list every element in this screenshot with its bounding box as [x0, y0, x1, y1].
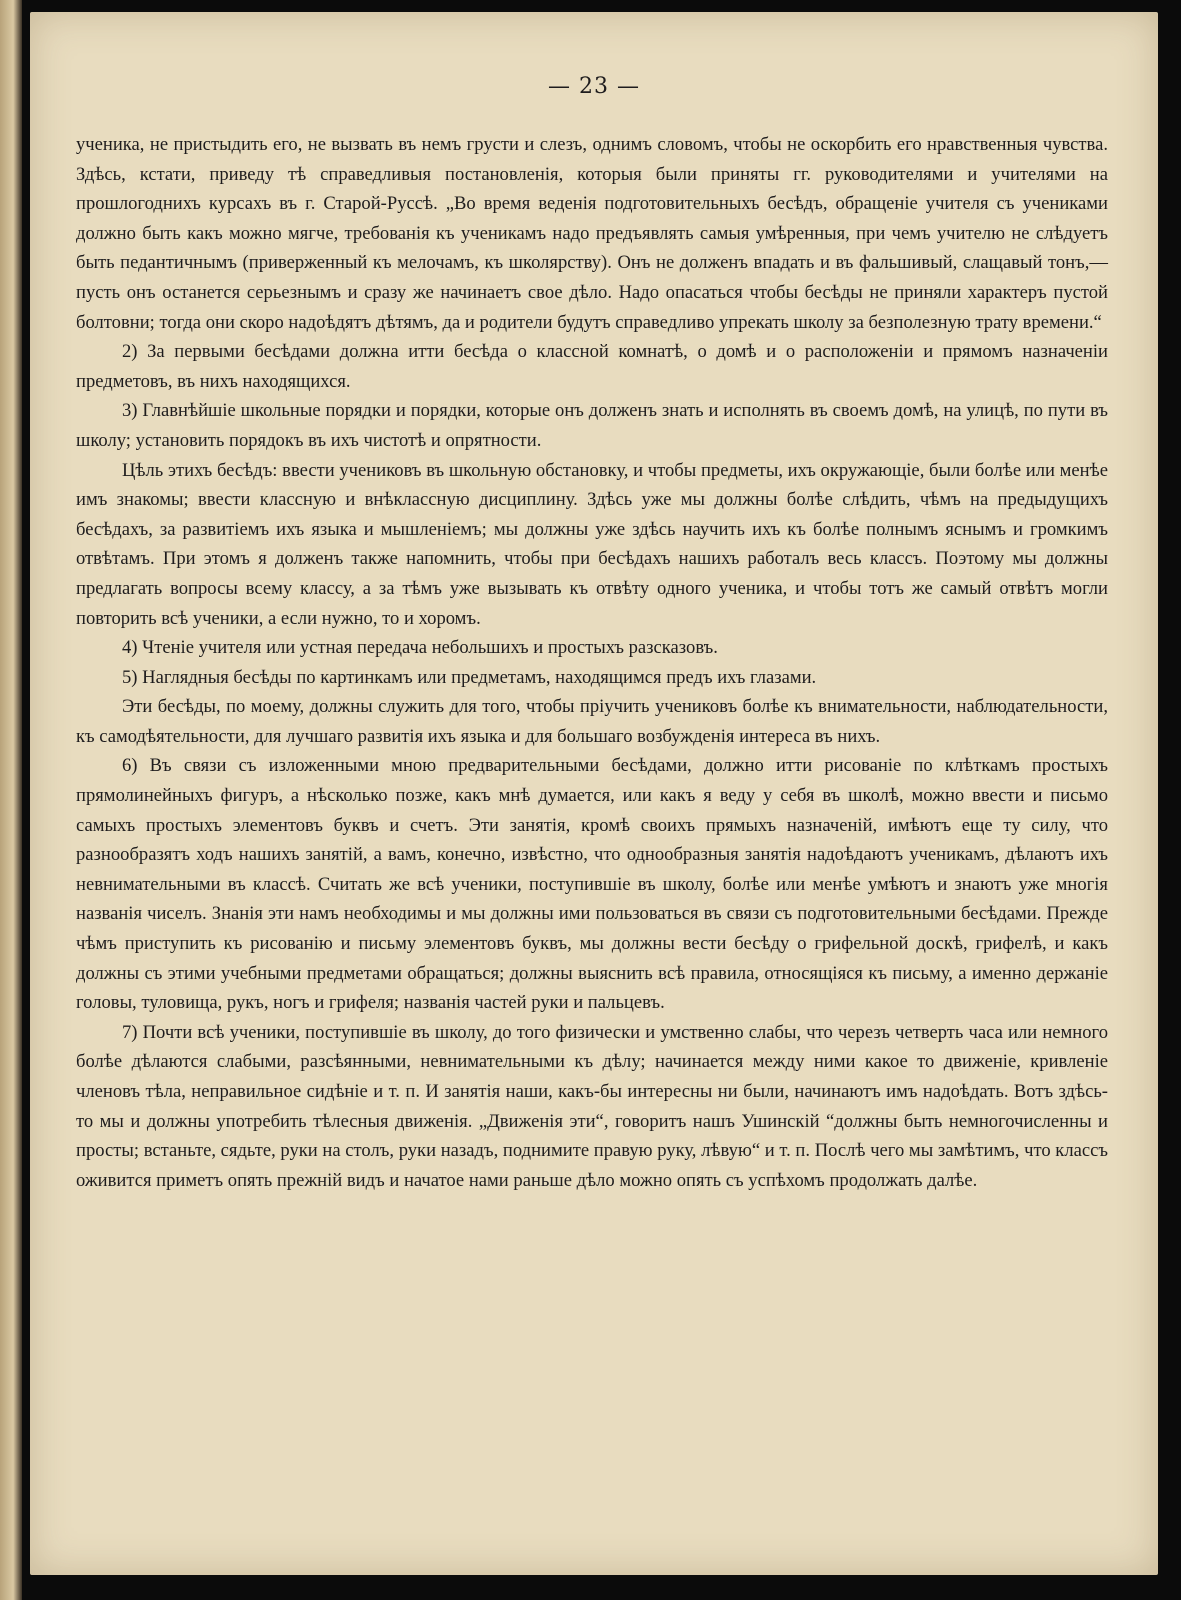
body-text — [76, 130, 1108, 1195]
paragraph: 2) За первыми бесѣдами должна итти бесѣда о классной комнатѣ, о домѣ и о расположеніи и прямомъ назначеніи предметовъ, въ нихъ находящихся. — [76, 341, 1108, 392]
paragraph: 7) Почти всѣ ученики, поступившіе въ школу, до того физически и умственно слабы, что черезъ четверть часа или немного болѣе дѣлаются слабыми, разсѣянными, невнимательными къ дѣлу; начинается между ними какое то движеніе, кривленіе членовъ тѣла, неправильное сидѣніе и т. п. И занятія наши, какъ-бы интересны ни были, начинаютъ имъ надоѣдать. Вотъ здѣсь-то мы и должны употребить тѣлесныя движенія. „Движенія эти“, говоритъ нашъ Ушинскій “должны быть немногочисленны и просты; встаньте, сядьте, руки на столъ, руки назадъ, поднимите правую руку, лѣвую“ и т. п. Послѣ чего мы замѣтимъ, что классъ оживится приметъ опять прежній видъ и начатое нами раньше дѣло можно опять съ успѣхомъ продолжать далѣе. — [76, 1021, 1108, 1191]
paragraph: Эти бесѣды, по моему, должны служить для того, чтобы пріучить учениковъ болѣе къ внимательности, наблюдательности, къ самодѣятельности, для лучшаго развитія ихъ языка и для большаго возбужденія интереса въ нихъ. — [76, 696, 1108, 747]
adjacent-page-edge — [0, 0, 22, 1600]
paragraph: 3) Главнѣйшіе школьные порядки и порядки, которые онъ долженъ знать и исполнять въ своемъ домѣ, на улицѣ, по пути въ школу; установить порядокъ въ ихъ чистотѣ и опрятности. — [76, 400, 1108, 451]
paragraph: 6) Въ связи съ изложенными мною предварительными бесѣдами, должно итти рисованіе по клѣткамъ простыхъ прямолинейныхъ фигуръ, а нѣсколько позже, какъ мнѣ думается, или какъ я веду у себя въ школѣ, можно ввести и письмо самыхъ простыхъ элементовъ буквъ и счетъ. Эти занятія, кромѣ своихъ прямыхъ назначеній, имѣютъ еще ту силу, что разнообразятъ ходъ нашихъ занятій, а вамъ, конечно, извѣстно, что однообразныя занятія надоѣдаютъ ученикамъ, дѣлаютъ ихъ невнимательными въ классѣ. Считать же всѣ ученики, поступившіе въ школу, болѣе или менѣе умѣютъ и знаютъ уже многія названія чиселъ. Знанія эти намъ необходимы и мы должны ими пользоваться въ связи съ подготовительными бесѣдами. Прежде чѣмъ приступить къ рисованію и письму элементовъ буквъ, мы должны вести бесѣду о грифельной доскѣ, грифелѣ, и какъ должны съ этими учебными предметами обращаться; должны выяснить всѣ правила, относящіяся къ письму, а именно держаніе головы, туловища, рукъ, ногъ и грифеля; названія частей руки и пальцевъ. — [76, 755, 1108, 1014]
paragraph: Цѣль этихъ бесѣдъ: ввести учениковъ въ школьную обстановку, и чтобы предметы, ихъ окружающіе, были болѣе или менѣе имъ знакомы; ввести классную и внѣклассную дисциплину. Здѣсь уже мы должны болѣе слѣдить, чѣмъ на предыдущихъ бесѣдахъ, за развитіемъ ихъ языка и мышленіемъ; мы должны уже здѣсь научить ихъ къ болѣе полнымъ яснымъ и громкимъ отвѣтамъ. При этомъ я долженъ также напомнить, чтобы при бесѣдахъ нашихъ работалъ весь классъ. Поэтому мы должны предлагать вопросы всему классу, а за тѣмъ уже вызывать къ отвѣту одного ученика, и чтобы тотъ же самый отвѣтъ могли повторить всѣ ученики, а если нужно, то и хоромъ. — [76, 459, 1108, 629]
paragraph: 4) Чтеніе учителя или устная передача небольшихъ и простыхъ разсказовъ. — [122, 637, 718, 659]
paragraph: ученика, не пристыдить его, не вызвать въ немъ грусти и слезъ, однимъ словомъ, чтобы не оскорбить его нравственныя чувства. Здѣсь, кстати, приведу тѣ справедливыя постановленія, которыя были приняты гг. руководителями и учителями на прошлогоднихъ курсахъ въ г. Старой-Руссѣ. „Во время веденія подготовительныхъ бесѣдъ, обращеніе учителя съ учениками должно быть какъ можно мягче, требованія къ ученикамъ надо предъявлять самыя умѣренныя, при чемъ учителю не слѣдуетъ быть педантичнымъ (приверженный къ мелочамъ, къ школярству). Онъ не долженъ впадать и въ фальшивый, слащавый тонъ,— пусть онъ останется серьезнымъ и сразу же начинаетъ свое дѣло. Надо опасаться чтобы бесѣды не приняли характеръ пустой болтовни; тогда они скоро надоѣдятъ дѣтямъ, да и родители будутъ справедливо упрекать школу за безполезную трату времени.“ — [76, 134, 1108, 333]
scanned-page — [30, 12, 1158, 1575]
page-number: — 23 — — [548, 74, 640, 99]
paragraph: 5) Наглядныя бесѣды по картинкамъ или предметамъ, находящимся предъ ихъ глазами. — [122, 666, 817, 688]
